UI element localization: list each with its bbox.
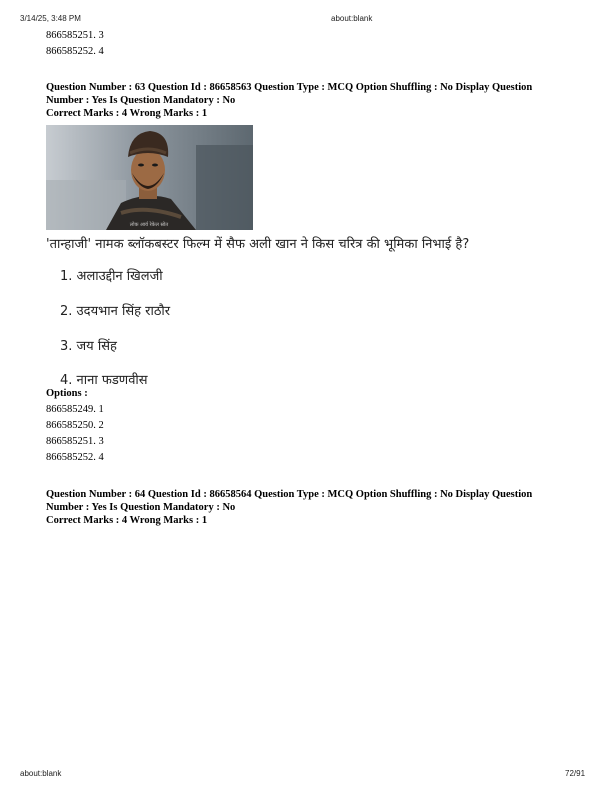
q63-meta-line1: Question Number : 63 Question Id : 86658563 Question Type : MCQ Option Shuffling : No Display Question	[46, 82, 533, 93]
q63-meta	[46, 81, 576, 120]
q63-choice-3: 3. जय सिंह	[60, 339, 117, 354]
print-title: about:blank	[331, 14, 373, 23]
page-number: 72/91	[565, 769, 586, 778]
q63-meta-line2: Number : Yes Is Question Mandatory : No	[46, 95, 236, 106]
q63-option-3: 866585251. 3	[46, 436, 104, 447]
q63-option-2: 866585250. 2	[46, 420, 104, 431]
image-watermark: लोक आर्य रेकेल स्रोत	[129, 222, 169, 228]
prev-option-3: 866585251. 3	[46, 30, 104, 41]
q63-choice-1: 1. अलाउद्दीन खिलजी	[60, 269, 163, 284]
q63-marks: Correct Marks : 4 Wrong Marks : 1	[46, 108, 208, 119]
q63-option-1: 866585249. 1	[46, 404, 104, 415]
footer-url: about:blank	[20, 769, 62, 778]
q64-meta-line1: Question Number : 64 Question Id : 86658564 Question Type : MCQ Option Shuffling : No Display Question	[46, 489, 533, 500]
question-image	[46, 125, 253, 230]
q63-options-label: Options :	[46, 388, 88, 399]
print-datetime: 3/14/25, 3:48 PM	[20, 14, 81, 23]
q63-question-text: 'तान्हाजी' नामक ब्लॉकबस्टर फिल्म में सैफ अली खान ने किस चरित्र की भूमिका निभाई है?	[46, 237, 470, 252]
q64-meta-line2: Number : Yes Is Question Mandatory : No	[46, 502, 236, 513]
prev-option-4: 866585252. 4	[46, 46, 104, 57]
q63-choice-2: 2. उदयभान सिंह राठौर	[60, 304, 171, 319]
q64-meta	[46, 488, 576, 527]
q64-marks: Correct Marks : 4 Wrong Marks : 1	[46, 515, 208, 526]
q63-choice-4: 4. नाना फडणवीस	[60, 373, 148, 388]
question-image-portrait	[46, 125, 253, 230]
q63-option-4: 866585252. 4	[46, 452, 104, 463]
